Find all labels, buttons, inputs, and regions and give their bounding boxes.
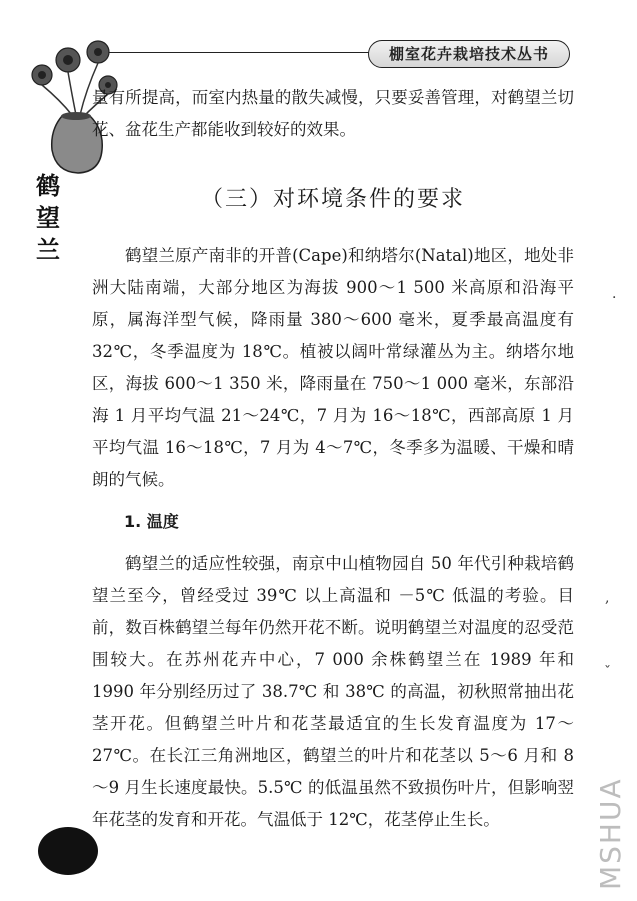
scan-speck: ˇ: [604, 664, 611, 680]
scan-speck: ,: [605, 590, 610, 606]
vertical-book-title: [32, 170, 64, 266]
section-title: （三）对环境条件的要求: [200, 187, 465, 212]
page-body: [92, 82, 574, 836]
header-rule: [108, 52, 378, 53]
paragraph-temperature: 鹤望兰的适应性较强，南京中山植物园自 50 年代引种栽培鹤望兰至今，曾经受过 39℃ 以上高温和 －5℃ 低温的考验。目前，数百株鹤望兰每年仍然开花不断。说明鹤望兰对温度的忍受范围较大。在苏州花卉中心，7 000 余株鹤望兰在 1989 年和 1990 年分别经历过了 38.7℃ 和 38℃ 的高温，初秋照常抽出花茎开花。但鹤望兰叶片和花茎最适宜的生长发育温度为 17～27℃。在长江三角洲地区，鹤望兰的叶片和花茎以 5～6 月和 8～9 月生长速度最快。5.5℃ 的低温虽然不致损伤叶片，但影响翌年花茎的发育和开花。气温低于 12℃，花茎停止生长。: [92, 554, 574, 829]
vertical-title-char: 望: [36, 204, 60, 232]
page-number-disc: [38, 827, 98, 875]
subheading-temperature: 1. 温度: [124, 512, 179, 531]
paragraph-origin: 鹤望兰原产南非的开普(Cape)和纳塔尔(Natal)地区，地处非洲大陆南端，大部分地区为海拔 900～1 500 米高原和沿海平原，属海洋型气候，降雨量 380～600 毫米，夏季最高温度有 32℃，冬季温度为 18℃。植被以阔叶常绿灌丛为主。纳塔尔地区，海拔 600～1 350 米，降雨量在 750～1 000 毫米，东部沿海 1 月平均气温 21～24℃，7 月为 16～18℃，西部高原 1 月平均气温 16～18℃，7 月为 4～7℃，冬季多为温暖、干燥和晴朗的气候。: [92, 246, 574, 489]
continuation-paragraph: 量有所提高，而室内热量的散失减慢，只要妥善管理，对鹤望兰切花、盆花生产都能收到较好的效果。: [92, 88, 574, 139]
series-title-badge: 棚室花卉栽培技术丛书: [368, 40, 570, 68]
watermark: MSHUA: [594, 777, 627, 890]
vertical-title-char: 鹤: [36, 172, 60, 200]
scan-speck: ·: [612, 290, 617, 306]
vertical-title-char: 兰: [36, 236, 60, 264]
